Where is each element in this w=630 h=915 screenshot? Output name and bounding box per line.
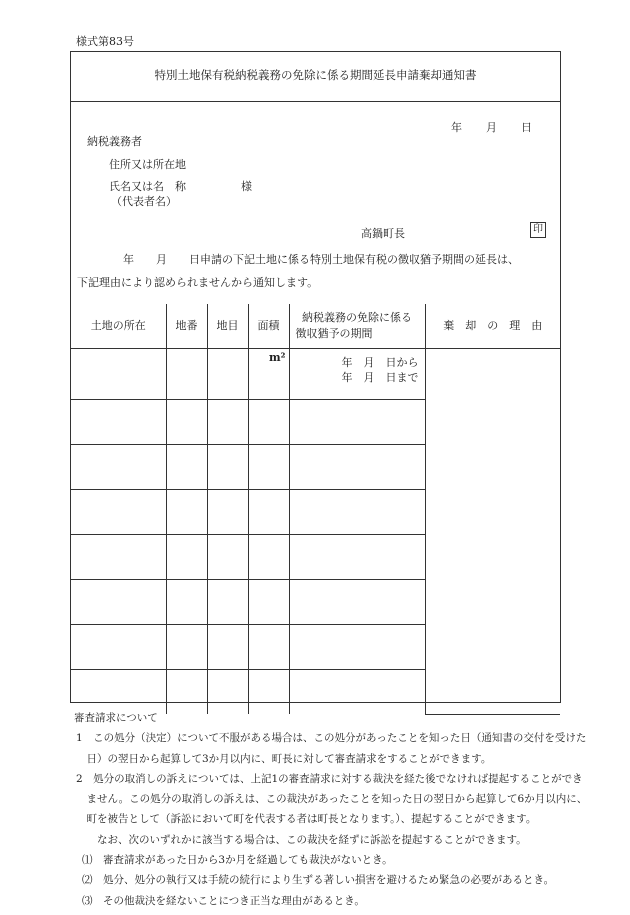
note-line: ⑴ 審査請求があった日から3か月を経過しても裁決がないとき。 — [82, 854, 393, 867]
land-table — [71, 304, 560, 715]
date-day: 日 — [521, 121, 532, 134]
period-from: 年 月 日から — [341, 356, 419, 369]
table-cell — [71, 535, 166, 580]
header-period-line2: 徴収猶予の期間 — [295, 327, 373, 340]
table-cell — [166, 445, 207, 490]
header-reason: 棄 却 の 理 由 — [425, 304, 560, 349]
header-category: 地目 — [207, 304, 248, 349]
table-cell — [207, 625, 248, 670]
taxpayer-name-label: 氏名又は名 称 — [109, 180, 186, 193]
table-cell — [289, 445, 425, 490]
table-cell — [71, 445, 166, 490]
area-unit: m² — [269, 351, 286, 364]
table-cell — [166, 400, 207, 445]
table-cell — [207, 445, 248, 490]
header-area: 面積 — [248, 304, 289, 349]
body-line-2: 下記理由により認められませんから通知します。 — [77, 276, 319, 289]
cell-area — [248, 349, 289, 400]
header-period-line1: 納税義務の免除に係る — [302, 311, 412, 324]
seal-box — [530, 222, 546, 238]
taxpayer-sama: 様 — [241, 180, 252, 193]
table-cell — [248, 625, 289, 670]
representative-label: （代表者名） — [111, 195, 177, 208]
table-cell — [289, 490, 425, 535]
period-to: 年 月 日まで — [341, 371, 419, 384]
table-cell — [289, 580, 425, 625]
table-cell — [248, 580, 289, 625]
note-line: 1 この処分（決定）について不服がある場合は、この処分があったことを知った日（通知書の交付を受けた — [76, 732, 587, 745]
table-cell — [71, 400, 166, 445]
note-line: ません。この処分の取消しの訴えは、この裁決があったことを知った日の翌日から起算して6か月以内に、 — [76, 793, 588, 806]
table-cell — [289, 400, 425, 445]
table-cell — [248, 490, 289, 535]
issuer-name: 高鍋町長 — [361, 227, 405, 240]
table-cell — [166, 490, 207, 535]
table-cell — [248, 445, 289, 490]
note-line: ⑶ その他裁決を経ないことにつき正当な理由があるとき。 — [82, 894, 365, 907]
title-divider — [71, 101, 560, 102]
table-cell — [289, 625, 425, 670]
table-cell — [166, 625, 207, 670]
cell-reason — [425, 349, 560, 715]
table-cell — [166, 580, 207, 625]
table-cell — [71, 625, 166, 670]
form-number: 様式第83号 — [76, 35, 134, 48]
table-cell — [207, 400, 248, 445]
table-cell — [71, 490, 166, 535]
taxpayer-address-label: 住所又は所在地 — [109, 158, 186, 171]
cell-location — [71, 349, 166, 400]
table-cell — [166, 535, 207, 580]
seal-text: 印 — [533, 224, 543, 235]
note-line: 町を被告として（訴訟において町を代表する者は町長となります。）、提起することができます。 — [76, 813, 537, 826]
header-location: 土地の所在 — [71, 304, 166, 349]
table-cell — [248, 400, 289, 445]
appeal-notes — [76, 708, 616, 911]
taxpayer-label: 納税義務者 — [87, 135, 142, 148]
date-month: 月 — [486, 121, 497, 134]
note-line: ⑵ 処分、処分の執行又は手続の続行により生ずる著しい損害を避けるため緊急の必要があるとき。 — [82, 874, 555, 887]
notice-title: 特別土地保有税納税義務の免除に係る期間延長申請棄却通知書 — [154, 68, 477, 82]
table-cell — [289, 535, 425, 580]
notes-heading: 審査請求について — [74, 712, 158, 724]
body-line-1: 年 月 日申請の下記土地に係る特別土地保有税の徴収猶予期間の延長は、 — [123, 253, 519, 266]
date-year: 年 — [451, 121, 462, 134]
table-cell — [71, 580, 166, 625]
note-line: 2 処分の取消しの訴えについては、上記1の審査請求に対する裁決を経た後でなければ提起することができ — [76, 772, 583, 785]
notice-frame — [70, 51, 561, 703]
header-lot: 地番 — [166, 304, 207, 349]
cell-category — [207, 349, 248, 400]
note-line: 日）の翌日から起算して3か月以内に、町長に対して審査請求をすることができます。 — [76, 752, 492, 765]
cell-period — [289, 349, 425, 400]
table-cell — [207, 535, 248, 580]
table-cell — [248, 535, 289, 580]
header-period — [289, 304, 425, 349]
table-cell — [207, 580, 248, 625]
note-line: なお、次のいずれかに該当する場合は、この裁決を経ずに訴訟を提起することができます。 — [76, 833, 527, 846]
cell-lot — [166, 349, 207, 400]
table-cell — [207, 490, 248, 535]
